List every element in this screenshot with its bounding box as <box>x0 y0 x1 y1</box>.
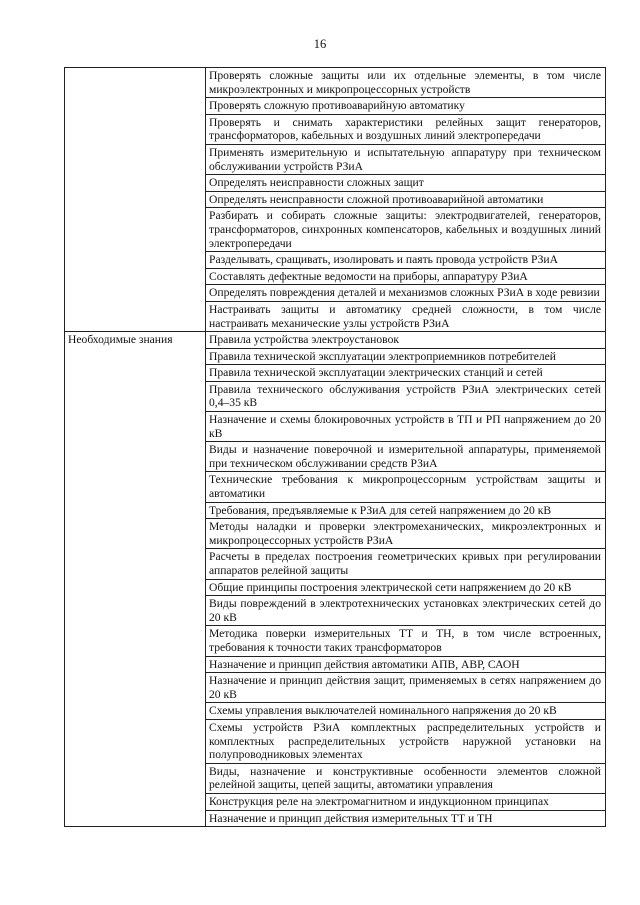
knowledge-item: Виды, назначение и конструктивные особенности элементов сложной релейной защиты, цепей защиты, автоматики управления <box>206 763 606 793</box>
knowledge-item: Требования, предъявляемые к РЗиА для сетей напряжением до 20 кВ <box>206 502 606 519</box>
skill-item: Разбирать и собирать сложные защиты: электродвигателей, генераторов, трансформаторов, синхронных компенсаторов, кабельных и воздушных линий электропередачи <box>206 208 606 252</box>
knowledge-item: Схемы устройств РЗиА комплектных распределительных устройств и комплектных распределительных устройств наружной установки на полупроводниковых элементах <box>206 719 606 763</box>
knowledge-item: Методы наладки и проверки электромеханических, микроэлектронных и микропроцессорных устройств РЗиА <box>206 519 606 549</box>
skill-item: Проверять сложные защиты или их отдельные элементы, в том числе микроэлектронных и микропроцессорных устройств <box>206 68 606 98</box>
skill-item: Составлять дефектные ведомости на приборы, аппаратуру РЗиА <box>206 268 606 285</box>
knowledge-item: Схемы управления выключателей номинального напряжения до 20 кВ <box>206 703 606 720</box>
knowledge-item: Назначение и принцип действия автоматики АПВ, АВР, САОН <box>206 656 606 673</box>
knowledge-item: Расчеты в пределах построения геометрических кривых при регулировании аппаратов релейной защиты <box>206 549 606 579</box>
skill-item: Настраивать защиты и автоматику средней сложности, в том числе настраивать механические узлы устройств РЗиА <box>206 301 606 331</box>
skill-item: Проверять и снимать характеристики релейных защит генераторов, трансформаторов, кабельных и воздушных линий электропередачи <box>206 114 606 144</box>
knowledge-item: Назначение и схемы блокировочных устройств в ТП и РП напряжением до 20 кВ <box>206 412 606 442</box>
knowledge-item: Технические требования к микропроцессорным устройствам защиты и автоматики <box>206 472 606 502</box>
requirements-table-body <box>65 68 606 827</box>
skill-item: Проверять сложную противоаварийную автоматику <box>206 98 606 115</box>
knowledge-label: Необходимые знания <box>65 332 206 827</box>
knowledge-item: Виды и назначение поверочной и измерительной аппаратуры, применяемой при техническом обслуживании средств РЗиА <box>206 442 606 472</box>
knowledge-item: Правила технической эксплуатации электрических станций и сетей <box>206 365 606 382</box>
table-row <box>65 332 606 349</box>
requirements-table <box>64 67 606 827</box>
knowledge-item: Правила технического обслуживания устройств РЗиА электрических сетей 0,4–35 кВ <box>206 381 606 411</box>
skill-item: Определять повреждения деталей и механизмов сложных РЗиА в ходе ревизии <box>206 285 606 302</box>
knowledge-item: Конструкция реле на электромагнитном и индукционном принципах <box>206 793 606 810</box>
knowledge-item: Виды повреждений в электротехнических установках электрических сетей до 20 кВ <box>206 596 606 626</box>
table-row <box>65 68 606 98</box>
knowledge-item: Назначение и принцип действия защит, применяемых в сетях напряжением до 20 кВ <box>206 673 606 703</box>
knowledge-item: Методика поверки измерительных ТТ и ТН, в том числе встроенных, требования к точности таких трансформаторов <box>206 626 606 656</box>
knowledge-item: Правила технической эксплуатации электроприемников потребителей <box>206 348 606 365</box>
skill-item: Применять измерительную и испытательную аппаратуру при техническом обслуживании устройств РЗиА <box>206 144 606 174</box>
skills-label-cell <box>65 68 206 332</box>
skill-item: Определять неисправности сложных защит <box>206 175 606 192</box>
page-number: 16 <box>313 37 327 51</box>
knowledge-item: Правила устройства электроустановок <box>206 332 606 349</box>
skill-item: Разделывать, сращивать, изолировать и паять провода устройств РЗиА <box>206 252 606 269</box>
knowledge-item: Общие принципы построения электрической сети напряжением до 20 кВ <box>206 579 606 596</box>
knowledge-item: Назначение и принцип действия измерительных ТТ и ТН <box>206 810 606 827</box>
skill-item: Определять неисправности сложной противоаварийной автоматики <box>206 191 606 208</box>
